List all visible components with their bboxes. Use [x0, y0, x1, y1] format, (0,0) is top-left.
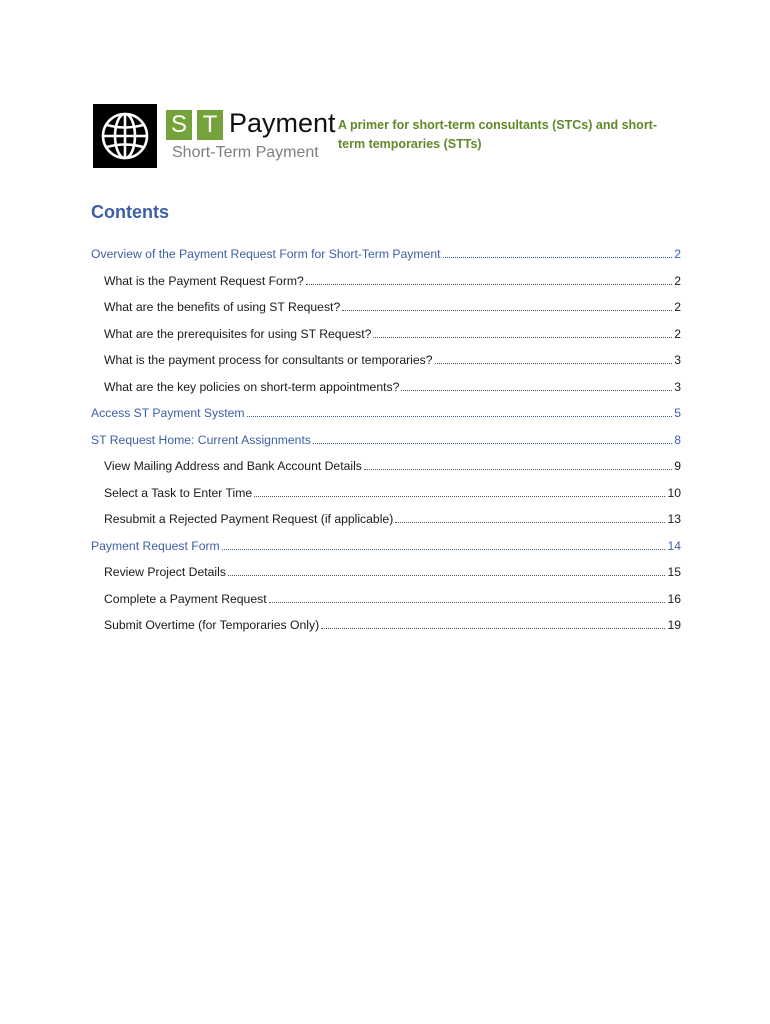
primer-text: A primer for short-term consultants (STCs) and short-term temporaries (STTs) — [338, 118, 658, 151]
toc-entry[interactable] — [91, 271, 681, 298]
toc-entry-title: Submit Overtime (for Temporaries Only) — [104, 618, 320, 632]
logo-subtitle: Short-Term Payment — [172, 144, 319, 161]
toc-entry-page: 8 — [674, 432, 681, 447]
toc-entry[interactable] — [91, 244, 681, 271]
toc-entry[interactable] — [91, 615, 681, 642]
toc-dot-leader — [222, 537, 666, 550]
toc-entry-title: Select a Task to Enter Time — [104, 485, 253, 500]
toc-dot-leader — [443, 245, 673, 258]
toc-entry[interactable] — [91, 430, 681, 457]
toc-entry-title: ST Request Home: Current Assignments — [91, 432, 311, 447]
toc-dot-leader — [395, 510, 665, 523]
toc-entry-page: 13 — [667, 512, 681, 526]
table-of-contents — [91, 244, 681, 642]
toc-entry-title: What are the benefits of using ST Request? — [104, 300, 341, 314]
toc-entry[interactable] — [91, 456, 681, 483]
toc-entry-page: 19 — [667, 618, 681, 632]
toc-entry[interactable] — [91, 297, 681, 324]
toc-dot-leader — [401, 378, 672, 391]
toc-entry-title: Access ST Payment System — [91, 406, 245, 420]
toc-entry-page: 9 — [674, 459, 681, 473]
toc-entry-title: View Mailing Address and Bank Account Details — [104, 459, 362, 473]
toc-entry-title: What is the payment process for consultants or temporaries? — [104, 353, 433, 367]
toc-entry[interactable] — [91, 350, 681, 377]
toc-dot-leader — [313, 431, 672, 444]
toc-dot-leader — [364, 457, 672, 470]
toc-entry-page: 2 — [674, 300, 681, 314]
toc-entry-page: 15 — [667, 565, 681, 579]
toc-entry-page: 2 — [674, 326, 681, 341]
toc-entry[interactable] — [91, 589, 681, 616]
toc-entry-title: Review Project Details — [104, 565, 226, 579]
toc-dot-leader — [321, 616, 665, 629]
toc-entry[interactable] — [91, 509, 681, 536]
contents-heading: Contents — [91, 202, 169, 222]
toc-entry-page: 10 — [667, 485, 681, 500]
toc-entry-title: Payment Request Form — [91, 538, 220, 553]
toc-dot-leader — [228, 563, 666, 576]
toc-entry[interactable] — [91, 403, 681, 430]
st-logo-t: T — [197, 110, 223, 140]
toc-entry[interactable] — [91, 483, 681, 510]
globe-icon — [93, 104, 157, 168]
toc-dot-leader — [435, 351, 673, 364]
toc-entry-page: 3 — [674, 353, 681, 367]
toc-dot-leader — [306, 272, 672, 285]
toc-entry-title: What is the Payment Request Form? — [104, 273, 304, 288]
toc-entry-page: 14 — [667, 538, 681, 553]
toc-dot-leader — [269, 590, 666, 603]
toc-entry[interactable] — [91, 562, 681, 589]
toc-entry-page: 5 — [674, 406, 681, 420]
toc-entry-title: Resubmit a Rejected Payment Request (if applicable) — [104, 512, 394, 526]
toc-dot-leader — [373, 325, 672, 338]
toc-entry[interactable] — [91, 324, 681, 351]
toc-entry-page: 2 — [674, 247, 681, 261]
toc-entry-title: Complete a Payment Request — [104, 591, 267, 606]
toc-dot-leader — [342, 298, 672, 311]
toc-dot-leader — [247, 404, 673, 417]
toc-entry-page: 2 — [674, 273, 681, 288]
toc-entry-page: 3 — [674, 379, 681, 394]
toc-entry[interactable] — [91, 377, 681, 404]
toc-entry-title: What are the key policies on short-term appointments? — [104, 379, 400, 394]
toc-dot-leader — [254, 484, 665, 497]
toc-entry-page: 16 — [667, 591, 681, 606]
toc-entry[interactable] — [91, 536, 681, 563]
toc-entry-title: What are the prerequisites for using ST Request? — [104, 326, 372, 341]
toc-entry-title: Overview of the Payment Request Form for Short-Term Payment — [91, 247, 441, 261]
st-logo-s: S — [166, 110, 192, 140]
logo-payment-word: Payment — [229, 108, 336, 138]
